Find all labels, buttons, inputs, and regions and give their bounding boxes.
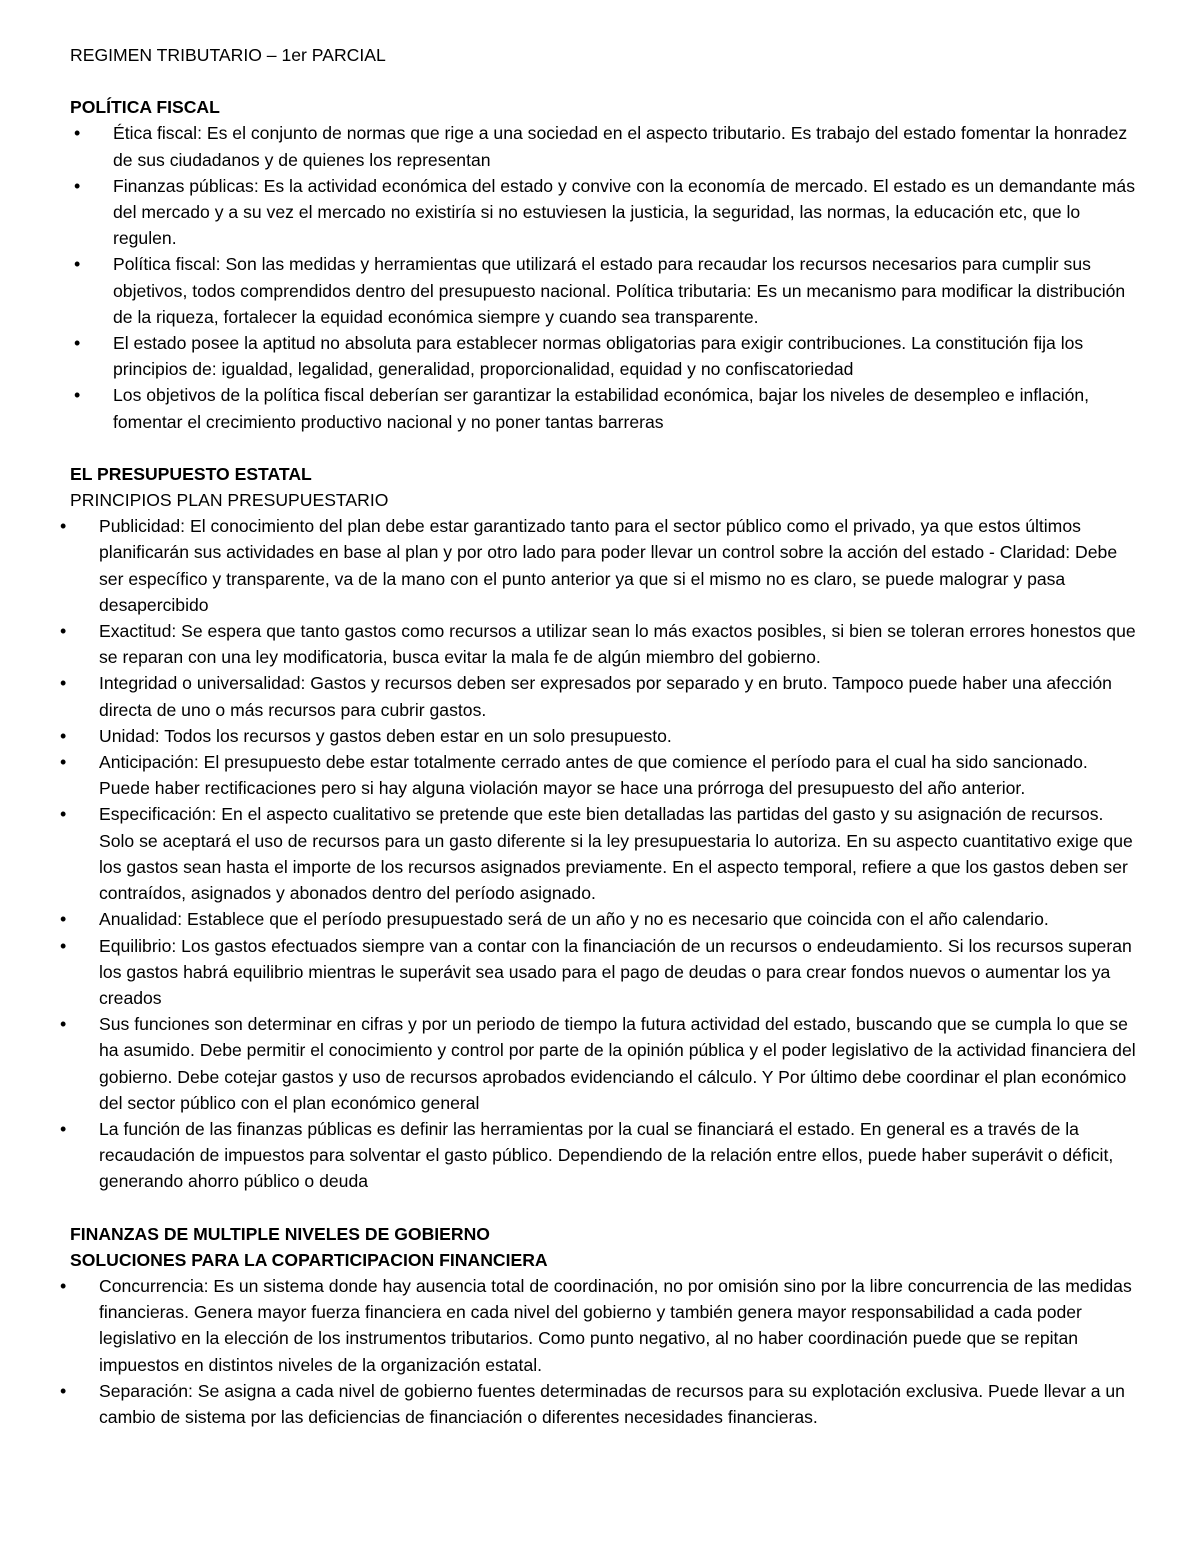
list-item-text: Sus funciones son determinar en cifras y por un periodo de tiempo la futura actividad del estado, buscando que se cumpla lo que se ha asumido. Debe permitir el conocimiento y control por parte de la opinión pública y el poder legislativo de la actividad financiera del gobierno. Debe cotejar gastos y uso de recursos aprobados evidenciando el cálculo. Y Por último debe coordinar el plan económico del sector público con el plan económico general [99, 1014, 1136, 1113]
list-item-text: Anualidad: Establece que el período presupuestado será de un año y no es necesario que coincida con el año calendario. [99, 909, 1049, 930]
list-item [60, 1116, 1140, 1195]
list-item [70, 120, 1140, 172]
list-item-text: Unidad: Todos los recursos y gastos deben estar en un solo presupuesto. [99, 725, 672, 746]
bullet-icon: • [60, 935, 67, 956]
list-item [60, 749, 1140, 801]
list-item [70, 382, 1140, 434]
list-item [60, 1273, 1140, 1378]
bullet-icon: • [74, 385, 81, 406]
list-item [70, 173, 1140, 252]
list-item [60, 670, 1140, 722]
section-spacer [70, 435, 1140, 461]
list-item [60, 513, 1140, 618]
bullet-list [70, 120, 1140, 434]
list-item-text: Ética fiscal: Es el conjunto de normas que rige a una sociedad en el aspecto tributario. Es trabajo del estado fomentar la honradez de sus ciudadanos y de quienes los representan [113, 123, 1128, 170]
bullet-icon: • [60, 1275, 67, 1296]
section-subheading: SOLUCIONES PARA LA COPARTICIPACION FINANCIERA [70, 1249, 548, 1270]
bullet-icon: • [60, 1380, 67, 1401]
bullet-icon: • [60, 804, 67, 825]
list-item-text: Finanzas públicas: Es la actividad económica del estado y convive con la economía de mercado. El estado es un demandante más del mercado y a su vez el mercado no existiría si no estuviesen la justicia, la seguridad, las normas, la educación etc, que lo regulen. [113, 175, 1136, 249]
list-item [60, 1011, 1140, 1116]
bullet-icon: • [60, 1118, 67, 1139]
document-title: REGIMEN TRIBUTARIO – 1er PARCIAL [70, 45, 386, 65]
bullet-icon: • [74, 123, 81, 144]
list-item-text: Publicidad: El conocimiento del plan debe estar garantizado tanto para el sector público como el privado, ya que estos últimos planificarán sus actividades en base al plan y por otro lado para poder llevar un control sobre la acción del estado - Claridad: Debe ser específico y transparente, va de la mano con el punto anterior ya que si el mismo no es claro, se puede malograr y pasa desapercibido [99, 516, 1118, 615]
list-item [70, 330, 1140, 382]
list-item-text: Política fiscal: Son las medidas y herramientas que utilizará el estado para recaudar los recursos necesarios para cumplir sus objetivos, todos comprendidos dentro del presupuesto nacional. Política tributaria: Es un mecanismo para modificar la distribución de la riqueza, fortalecer la equidad económica siempre y cuando sea transparente. [113, 254, 1126, 327]
list-item-text: Anticipación: El presupuesto debe estar totalmente cerrado antes de que comience el período para el cual ha sido sancionado. Puede haber rectificaciones pero si hay alguna violación mayor se hace una prórroga del presupuesto del año anterior. [99, 752, 1088, 799]
section-spacer [70, 1195, 1140, 1221]
list-item [60, 933, 1140, 1012]
bullet-icon: • [74, 333, 81, 354]
section-subheading: PRINCIPIOS PLAN PRESUPUESTARIO [70, 490, 389, 511]
list-item-text: La función de las finanzas públicas es definir las herramientas por la cual se financiará el estado. En general es a través de la recaudación de impuestos para solventar el gasto público. Dependiendo de la relación entre ellos, puede haber superávit o déficit, generando ahorro público o deuda [99, 1118, 1114, 1192]
bullet-icon: • [60, 621, 67, 642]
bullet-list [60, 1273, 1140, 1430]
section-heading: POLÍTICA FISCAL [70, 97, 220, 118]
list-item-text: Especificación: En el aspecto cualitativo se pretende que este bien detalladas las partidas del gasto y su asignación de recursos. Solo se aceptará el uso de recursos para un gasto diferente si la ley presupuestaria lo autoriza. En su aspecto cuantitativo exige que los gastos sean hasta el importe de los recursos asignados previamente. En el aspecto temporal, refiere a que los gastos deben ser contraídos, asignados y abonados dentro del período asignado. [99, 804, 1133, 904]
bullet-icon: • [60, 673, 67, 694]
bullet-icon: • [60, 1014, 67, 1035]
bullet-icon: • [74, 175, 81, 196]
bullet-icon: • [60, 909, 67, 930]
bullet-icon: • [74, 254, 81, 275]
section-finanzas-niveles-gobierno [60, 1221, 1140, 1431]
list-item-text: Separación: Se asigna a cada nivel de gobierno fuentes determinadas de recursos para su explotación exclusiva. Puede llevar a un cambio de sistema por las deficiencias de financiación o diferentes necesidades financieras. [99, 1380, 1125, 1427]
list-item-text: Equilibrio: Los gastos efectuados siempre van a contar con la financiación de un recursos o endeudamiento. Si los recursos superan los gastos habrá equilibrio mientras le superávit sea usado para el pago de deudas o para crear fondos nuevos o aumentar los ya creados [99, 935, 1132, 1008]
list-item-text: Concurrencia: Es un sistema donde hay ausencia total de coordinación, no por omisión sino por la libre concurrencia de las medidas financieras. Genera mayor fuerza financiera en cada nivel del gobierno y también genera mayor responsabilidad a cada poder legislativo en la elección de los instrumentos tributarios. Como punto negativo, al no haber coordinación puede que se repitan impuestos en distintos niveles de la organización estatal. [99, 1275, 1132, 1375]
bullet-icon: • [60, 516, 67, 537]
list-item [60, 1378, 1140, 1430]
list-item [70, 251, 1140, 330]
list-item [60, 723, 1140, 749]
document-page [60, 42, 1140, 1430]
bullet-icon: • [60, 725, 67, 746]
list-item [60, 618, 1140, 670]
section-heading: EL PRESUPUESTO ESTATAL [70, 463, 312, 484]
bullet-list [60, 513, 1140, 1194]
section-presupuesto-estatal [60, 461, 1140, 1195]
list-item-text: Los objetivos de la política fiscal deberían ser garantizar la estabilidad económica, bajar los niveles de desempleo e inflación, fomentar el crecimiento productivo nacional y no poner tantas barreras [113, 385, 1090, 432]
list-item-text: Integridad o universalidad: Gastos y recursos deben ser expresados por separado y en bruto. Tampoco puede haber una afección directa de uno o más recursos para cubrir gastos. [99, 673, 1112, 720]
section-politica-fiscal [70, 94, 1140, 435]
list-item-text: Exactitud: Se espera que tanto gastos como recursos a utilizar sean lo más exactos posibles, si bien se toleran errores honestos que se reparan con una ley modificatoria, busca evitar la mala fe de algún miembro del gobierno. [99, 621, 1136, 668]
section-heading: FINANZAS DE MULTIPLE NIVELES DE GOBIERNO [70, 1223, 490, 1244]
list-item [60, 906, 1140, 932]
list-item [60, 801, 1140, 906]
list-item-text: El estado posee la aptitud no absoluta para establecer normas obligatorias para exigir contribuciones. La constitución fija los principios de: igualdad, legalidad, generalidad, proporcionalidad, equidad y no confiscatoriedad [113, 333, 1084, 380]
bullet-icon: • [60, 752, 67, 773]
